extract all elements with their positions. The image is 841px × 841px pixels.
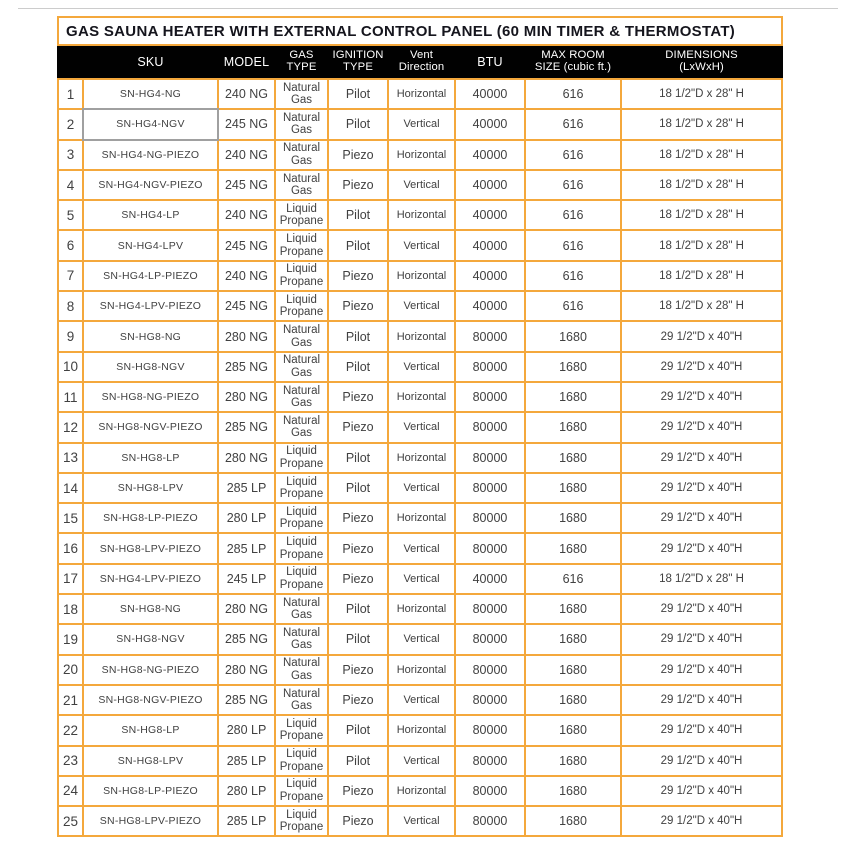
header-label-line: SIZE (cubic ft.) <box>534 61 612 73</box>
cell-vent-direction: Horizontal <box>389 777 454 805</box>
cell-max-room-size: 1680 <box>526 444 620 472</box>
cell-btu: 40000 <box>456 231 524 259</box>
cell-model: 285 NG <box>219 353 274 381</box>
cell-vent-direction: Horizontal <box>389 201 454 229</box>
header-label-line: IGNITION <box>332 49 384 62</box>
cell-btu: 40000 <box>456 141 524 169</box>
cell-row-number: 16 <box>59 534 82 562</box>
cell-max-room-size: 1680 <box>526 777 620 805</box>
cell-sku: SN-HG4-LPV <box>84 231 217 259</box>
cell-max-room-size: 616 <box>526 201 620 229</box>
cell-btu: 80000 <box>456 534 524 562</box>
cell-vent-direction: Vertical <box>389 807 454 835</box>
cell-vent-direction: Horizontal <box>389 141 454 169</box>
cell-dimensions: 29 1/2"D x 40"H <box>622 534 781 562</box>
cell-gas-type: Liquid Propane <box>276 504 327 532</box>
cell-ignition-type: Pilot <box>329 716 387 744</box>
cell-max-room-size: 1680 <box>526 625 620 653</box>
cell-vent-direction: Vertical <box>389 413 454 441</box>
cell-row-number: 17 <box>59 565 82 593</box>
cell-dimensions: 29 1/2"D x 40"H <box>622 625 781 653</box>
header-cell-sku: SKU <box>137 55 164 69</box>
cell-row-number: 24 <box>59 777 82 805</box>
cell-sku: SN-HG4-LPV-PIEZO <box>84 292 217 320</box>
cell-ignition-type: Piezo <box>329 504 387 532</box>
cell-btu: 80000 <box>456 413 524 441</box>
cell-dimensions: 29 1/2"D x 40"H <box>622 322 781 350</box>
cell-btu: 80000 <box>456 807 524 835</box>
cell-dimensions: 29 1/2"D x 40"H <box>622 444 781 472</box>
cell-btu: 80000 <box>456 322 524 350</box>
cell-dimensions: 29 1/2"D x 40"H <box>622 777 781 805</box>
cell-sku: SN-HG8-NGV <box>84 353 217 381</box>
cell-btu: 80000 <box>456 625 524 653</box>
cell-gas-type: Liquid Propane <box>276 474 327 502</box>
cell-btu: 80000 <box>456 474 524 502</box>
header-label-line: (LxWxH) <box>679 61 724 73</box>
cell-btu: 40000 <box>456 292 524 320</box>
cell-ignition-type: Piezo <box>329 413 387 441</box>
cell-row-number: 2 <box>59 110 82 138</box>
cell-btu: 40000 <box>456 262 524 290</box>
cell-model: 245 NG <box>219 292 274 320</box>
cell-vent-direction: Vertical <box>389 565 454 593</box>
cell-row-number: 19 <box>59 625 82 653</box>
cell-sku: SN-HG8-LPV-PIEZO <box>84 534 217 562</box>
cell-gas-type: Liquid Propane <box>276 807 327 835</box>
cell-ignition-type: Piezo <box>329 383 387 411</box>
cell-max-room-size: 616 <box>526 292 620 320</box>
cell-max-room-size: 616 <box>526 171 620 199</box>
cell-btu: 80000 <box>456 777 524 805</box>
cell-gas-type: Liquid Propane <box>276 444 327 472</box>
cell-ignition-type: Pilot <box>329 353 387 381</box>
cell-row-number: 9 <box>59 322 82 350</box>
cell-max-room-size: 1680 <box>526 353 620 381</box>
cell-gas-type: Liquid Propane <box>276 534 327 562</box>
cell-row-number: 7 <box>59 262 82 290</box>
cell-gas-type: Natural Gas <box>276 353 327 381</box>
cell-sku: SN-HG4-NG-PIEZO <box>84 141 217 169</box>
cell-ignition-type: Pilot <box>329 747 387 775</box>
header-cell-btu: BTU <box>477 55 503 69</box>
cell-vent-direction: Vertical <box>389 292 454 320</box>
header-label-line: Vent <box>409 49 433 62</box>
cell-dimensions: 18 1/2"D x 28" H <box>622 141 781 169</box>
cell-max-room-size: 1680 <box>526 716 620 744</box>
cell-row-number: 13 <box>59 444 82 472</box>
cell-row-number: 15 <box>59 504 82 532</box>
cell-model: 280 LP <box>219 716 274 744</box>
cell-vent-direction: Horizontal <box>389 262 454 290</box>
cell-sku: SN-HG8-LPV-PIEZO <box>84 807 217 835</box>
cell-dimensions: 29 1/2"D x 40"H <box>622 807 781 835</box>
cell-btu: 40000 <box>456 171 524 199</box>
header-cell-ignition-type <box>329 50 387 74</box>
cell-model: 240 NG <box>219 80 274 108</box>
cell-ignition-type: Pilot <box>329 625 387 653</box>
cell-gas-type: Natural Gas <box>276 110 327 138</box>
cell-sku: SN-HG8-NG-PIEZO <box>84 656 217 684</box>
cell-sku: SN-HG8-NGV-PIEZO <box>84 686 217 714</box>
cell-max-room-size: 1680 <box>526 595 620 623</box>
cell-dimensions: 29 1/2"D x 40"H <box>622 747 781 775</box>
cell-max-room-size: 616 <box>526 262 620 290</box>
cell-sku: SN-HG4-LP <box>84 201 217 229</box>
cell-ignition-type: Pilot <box>329 231 387 259</box>
cell-model: 240 NG <box>219 201 274 229</box>
cell-row-number: 20 <box>59 656 82 684</box>
header-cell-gas-type <box>276 50 327 74</box>
header-label-line: DIMENSIONS <box>665 49 738 62</box>
cell-row-number: 21 <box>59 686 82 714</box>
cell-ignition-type: Piezo <box>329 565 387 593</box>
cell-gas-type: Natural Gas <box>276 686 327 714</box>
cell-max-room-size: 1680 <box>526 504 620 532</box>
cell-row-number: 23 <box>59 747 82 775</box>
cell-max-room-size: 1680 <box>526 686 620 714</box>
cell-model: 280 LP <box>219 777 274 805</box>
cell-gas-type: Liquid Propane <box>276 231 327 259</box>
cell-sku: SN-HG8-NGV <box>84 625 217 653</box>
cell-row-number: 14 <box>59 474 82 502</box>
cell-model: 280 LP <box>219 504 274 532</box>
cell-max-room-size: 1680 <box>526 534 620 562</box>
cell-vent-direction: Horizontal <box>389 504 454 532</box>
cell-gas-type: Natural Gas <box>276 595 327 623</box>
cell-dimensions: 18 1/2"D x 28" H <box>622 80 781 108</box>
top-divider <box>18 8 838 9</box>
header-label-line: Direction <box>398 61 445 73</box>
cell-btu: 80000 <box>456 383 524 411</box>
cell-max-room-size: 616 <box>526 231 620 259</box>
cell-gas-type: Natural Gas <box>276 383 327 411</box>
cell-vent-direction: Horizontal <box>389 444 454 472</box>
cell-gas-type: Natural Gas <box>276 625 327 653</box>
cell-vent-direction: Vertical <box>389 231 454 259</box>
cell-sku: SN-HG8-NG <box>84 595 217 623</box>
table-title: GAS SAUNA HEATER WITH EXTERNAL CONTROL PANEL (60 MIN TIMER & THERMOSTAT) <box>66 22 736 40</box>
cell-dimensions: 18 1/2"D x 28" H <box>622 262 781 290</box>
cell-model: 245 NG <box>219 231 274 259</box>
cell-ignition-type: Piezo <box>329 686 387 714</box>
cell-row-number: 8 <box>59 292 82 320</box>
cell-model: 285 NG <box>219 686 274 714</box>
header-cell-vent-direction <box>389 50 454 74</box>
cell-model: 245 NG <box>219 171 274 199</box>
cell-row-number: 22 <box>59 716 82 744</box>
cell-dimensions: 18 1/2"D x 28" H <box>622 171 781 199</box>
cell-ignition-type: Piezo <box>329 777 387 805</box>
cell-vent-direction: Vertical <box>389 534 454 562</box>
cell-ignition-type: Piezo <box>329 171 387 199</box>
cell-max-room-size: 616 <box>526 110 620 138</box>
cell-dimensions: 18 1/2"D x 28" H <box>622 110 781 138</box>
cell-btu: 80000 <box>456 504 524 532</box>
header-label-line: MAX ROOM <box>541 49 605 62</box>
cell-btu: 80000 <box>456 716 524 744</box>
cell-sku: SN-HG8-LPV <box>84 474 217 502</box>
cell-vent-direction: Vertical <box>389 353 454 381</box>
cell-row-number: 6 <box>59 231 82 259</box>
cell-model: 245 LP <box>219 565 274 593</box>
cell-gas-type: Liquid Propane <box>276 777 327 805</box>
cell-sku: SN-HG8-NG-PIEZO <box>84 383 217 411</box>
cell-dimensions: 18 1/2"D x 28" H <box>622 231 781 259</box>
cell-row-number: 11 <box>59 383 82 411</box>
table-header-row <box>57 46 783 78</box>
cell-dimensions: 29 1/2"D x 40"H <box>622 595 781 623</box>
cell-max-room-size: 1680 <box>526 747 620 775</box>
table-title-bar <box>57 16 783 46</box>
cell-ignition-type: Pilot <box>329 444 387 472</box>
cell-dimensions: 29 1/2"D x 40"H <box>622 474 781 502</box>
cell-row-number: 12 <box>59 413 82 441</box>
cell-ignition-type: Piezo <box>329 656 387 684</box>
cell-model: 240 NG <box>219 141 274 169</box>
cell-sku: SN-HG4-LPV-PIEZO <box>84 565 217 593</box>
cell-model: 285 LP <box>219 474 274 502</box>
cell-btu: 40000 <box>456 80 524 108</box>
cell-btu: 80000 <box>456 444 524 472</box>
cell-ignition-type: Pilot <box>329 110 387 138</box>
cell-btu: 80000 <box>456 595 524 623</box>
cell-model: 285 NG <box>219 625 274 653</box>
cell-model: 285 LP <box>219 807 274 835</box>
header-cell-max-room-size <box>526 50 620 74</box>
cell-btu: 80000 <box>456 686 524 714</box>
cell-gas-type: Liquid Propane <box>276 747 327 775</box>
cell-dimensions: 29 1/2"D x 40"H <box>622 413 781 441</box>
cell-vent-direction: Vertical <box>389 110 454 138</box>
cell-sku: SN-HG8-NGV-PIEZO <box>84 413 217 441</box>
cell-gas-type: Liquid Propane <box>276 292 327 320</box>
cell-gas-type: Liquid Propane <box>276 565 327 593</box>
cell-row-number: 10 <box>59 353 82 381</box>
cell-max-room-size: 1680 <box>526 474 620 502</box>
cell-dimensions: 18 1/2"D x 28" H <box>622 201 781 229</box>
cell-row-number: 3 <box>59 141 82 169</box>
cell-max-room-size: 1680 <box>526 807 620 835</box>
cell-model: 285 LP <box>219 747 274 775</box>
header-cell-dimensions <box>622 50 781 74</box>
header-label-line: GAS <box>289 49 314 62</box>
cell-sku: SN-HG4-NG <box>84 80 217 108</box>
cell-btu: 80000 <box>456 656 524 684</box>
cell-max-room-size: 1680 <box>526 656 620 684</box>
cell-sku: SN-HG4-NGV <box>84 110 217 138</box>
cell-model: 240 NG <box>219 262 274 290</box>
cell-vent-direction: Vertical <box>389 171 454 199</box>
cell-dimensions: 29 1/2"D x 40"H <box>622 686 781 714</box>
cell-ignition-type: Pilot <box>329 80 387 108</box>
cell-btu: 40000 <box>456 565 524 593</box>
cell-ignition-type: Pilot <box>329 474 387 502</box>
cell-row-number: 25 <box>59 807 82 835</box>
cell-gas-type: Liquid Propane <box>276 262 327 290</box>
cell-max-room-size: 616 <box>526 565 620 593</box>
cell-dimensions: 29 1/2"D x 40"H <box>622 716 781 744</box>
cell-gas-type: Natural Gas <box>276 413 327 441</box>
cell-ignition-type: Piezo <box>329 141 387 169</box>
cell-vent-direction: Horizontal <box>389 656 454 684</box>
cell-model: 280 NG <box>219 595 274 623</box>
cell-model: 280 NG <box>219 383 274 411</box>
cell-ignition-type: Pilot <box>329 322 387 350</box>
cell-sku: SN-HG8-LPV <box>84 747 217 775</box>
cell-vent-direction: Vertical <box>389 625 454 653</box>
cell-row-number: 5 <box>59 201 82 229</box>
cell-max-room-size: 1680 <box>526 383 620 411</box>
cell-sku: SN-HG4-NGV-PIEZO <box>84 171 217 199</box>
cell-sku: SN-HG4-LP-PIEZO <box>84 262 217 290</box>
cell-max-room-size: 1680 <box>526 413 620 441</box>
cell-gas-type: Natural Gas <box>276 80 327 108</box>
cell-btu: 80000 <box>456 747 524 775</box>
cell-model: 245 NG <box>219 110 274 138</box>
cell-ignition-type: Pilot <box>329 201 387 229</box>
cell-row-number: 4 <box>59 171 82 199</box>
cell-gas-type: Natural Gas <box>276 656 327 684</box>
cell-btu: 40000 <box>456 110 524 138</box>
cell-vent-direction: Vertical <box>389 474 454 502</box>
cell-vent-direction: Horizontal <box>389 595 454 623</box>
cell-gas-type: Liquid Propane <box>276 716 327 744</box>
cell-max-room-size: 616 <box>526 80 620 108</box>
cell-model: 280 NG <box>219 322 274 350</box>
cell-dimensions: 29 1/2"D x 40"H <box>622 353 781 381</box>
cell-gas-type: Natural Gas <box>276 322 327 350</box>
cell-model: 285 NG <box>219 413 274 441</box>
cell-vent-direction: Horizontal <box>389 383 454 411</box>
cell-vent-direction: Horizontal <box>389 322 454 350</box>
cell-model: 280 NG <box>219 656 274 684</box>
cell-sku: SN-HG8-LP <box>84 444 217 472</box>
cell-ignition-type: Piezo <box>329 292 387 320</box>
table-body <box>57 78 783 837</box>
cell-btu: 80000 <box>456 353 524 381</box>
cell-max-room-size: 616 <box>526 141 620 169</box>
cell-vent-direction: Vertical <box>389 747 454 775</box>
cell-ignition-type: Piezo <box>329 262 387 290</box>
header-cell-model: MODEL <box>223 55 270 69</box>
cell-model: 280 NG <box>219 444 274 472</box>
cell-gas-type: Natural Gas <box>276 171 327 199</box>
cell-max-room-size: 1680 <box>526 322 620 350</box>
cell-vent-direction: Horizontal <box>389 716 454 744</box>
cell-dimensions: 29 1/2"D x 40"H <box>622 504 781 532</box>
cell-sku: SN-HG8-LP <box>84 716 217 744</box>
cell-btu: 40000 <box>456 201 524 229</box>
header-label-line: TYPE <box>286 61 317 73</box>
cell-gas-type: Liquid Propane <box>276 201 327 229</box>
cell-dimensions: 29 1/2"D x 40"H <box>622 383 781 411</box>
cell-dimensions: 18 1/2"D x 28" H <box>622 292 781 320</box>
cell-vent-direction: Horizontal <box>389 80 454 108</box>
cell-sku: SN-HG8-LP-PIEZO <box>84 504 217 532</box>
cell-ignition-type: Pilot <box>329 595 387 623</box>
header-label-line: TYPE <box>343 61 373 73</box>
cell-ignition-type: Piezo <box>329 807 387 835</box>
cell-vent-direction: Vertical <box>389 686 454 714</box>
cell-dimensions: 18 1/2"D x 28" H <box>622 565 781 593</box>
cell-gas-type: Natural Gas <box>276 141 327 169</box>
cell-dimensions: 29 1/2"D x 40"H <box>622 656 781 684</box>
cell-row-number: 1 <box>59 80 82 108</box>
cell-sku: SN-HG8-NG <box>84 322 217 350</box>
cell-sku: SN-HG8-LP-PIEZO <box>84 777 217 805</box>
cell-row-number: 18 <box>59 595 82 623</box>
spec-table <box>57 16 783 837</box>
cell-model: 285 LP <box>219 534 274 562</box>
cell-ignition-type: Piezo <box>329 534 387 562</box>
